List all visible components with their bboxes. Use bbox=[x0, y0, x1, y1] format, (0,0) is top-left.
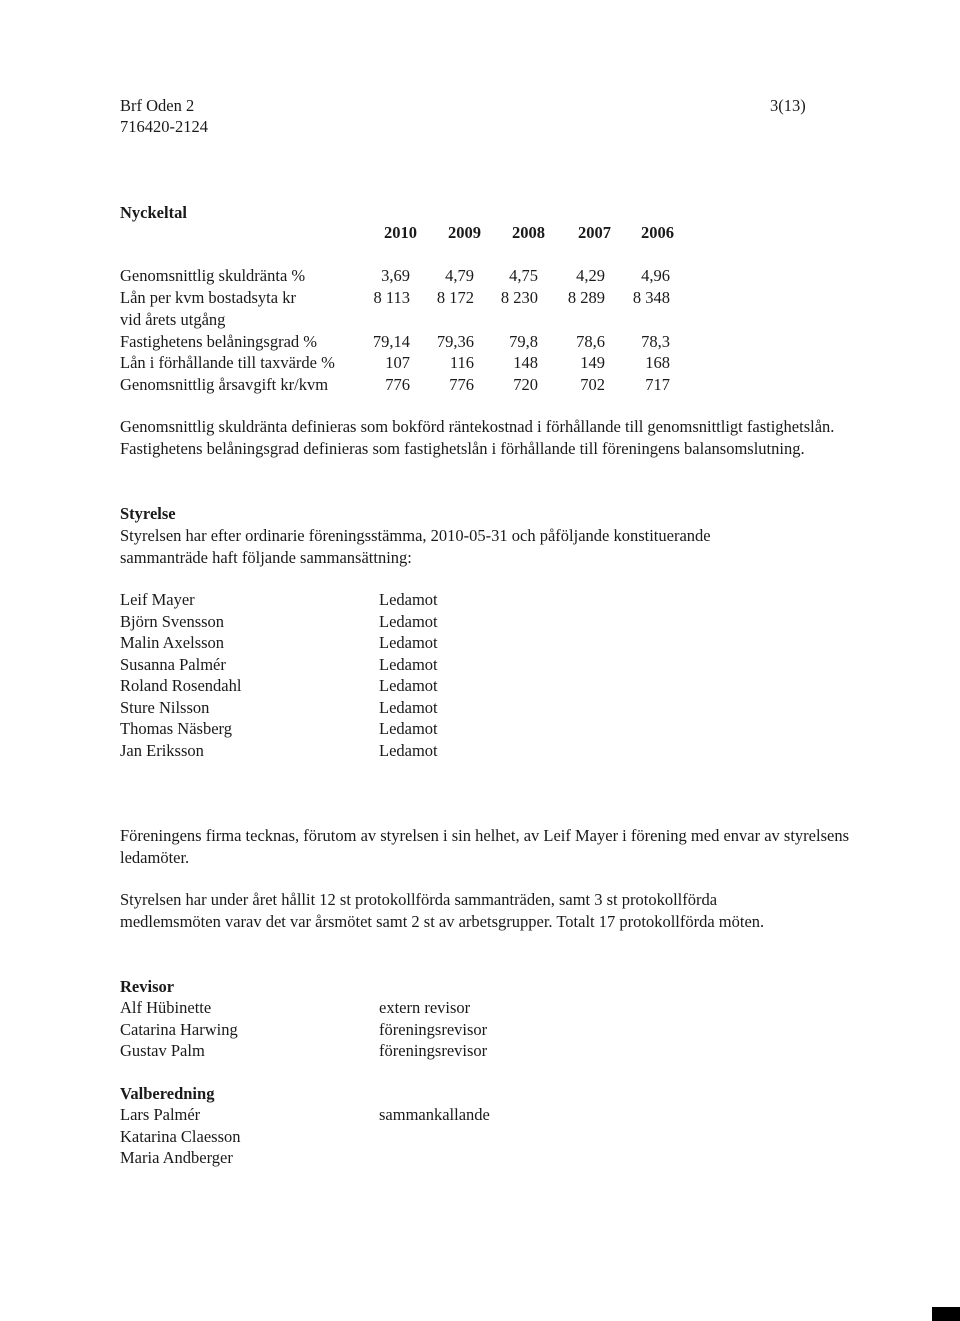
board-member-role: Ledamot bbox=[379, 719, 438, 738]
nomination-name: Lars Palmér bbox=[120, 1105, 201, 1124]
row-label: Genomsnittlig skuldränta % bbox=[120, 266, 306, 285]
nomination-name: Katarina Claesson bbox=[120, 1126, 241, 1146]
row-label: Genomsnittlig årsavgift kr/kvm bbox=[120, 375, 329, 394]
row-label: Lån per kvm bostadsyta kr bbox=[120, 288, 296, 307]
auditor-name: Gustav Palm bbox=[120, 1041, 205, 1060]
table-row bbox=[0, 331, 960, 353]
cell-value: 8 230 bbox=[500, 288, 538, 307]
board-member-name: Roland Rosendahl bbox=[120, 676, 242, 695]
page-number: 3(13) bbox=[770, 96, 806, 115]
auditor-role: föreningsrevisor bbox=[379, 1041, 488, 1060]
cell-value: 78,6 bbox=[576, 332, 605, 351]
nomination-names bbox=[120, 1104, 241, 1169]
auditor-names bbox=[120, 997, 238, 1062]
board-member-role: Ledamot bbox=[379, 633, 438, 652]
board-member-role: Ledamot bbox=[379, 611, 438, 631]
board-member-name: Jan Eriksson bbox=[120, 740, 204, 760]
nomination-role: sammankallande bbox=[379, 1105, 490, 1124]
year-header: 2008 bbox=[512, 223, 545, 242]
board-member-role: Ledamot bbox=[379, 676, 438, 695]
nomination-name: Maria Andberger bbox=[120, 1148, 233, 1167]
key-figures-heading: Nyckeltal bbox=[120, 203, 187, 222]
cell-value: 776 bbox=[449, 375, 474, 394]
cell-value: 4,75 bbox=[509, 266, 538, 285]
cell-value: 79,36 bbox=[436, 332, 474, 351]
cell-value: 168 bbox=[645, 353, 670, 372]
cell-value: 8 289 bbox=[567, 288, 605, 307]
cell-value: 4,96 bbox=[641, 266, 670, 285]
cell-value: 717 bbox=[645, 375, 670, 394]
auditor-role: föreningsrevisor bbox=[379, 1019, 488, 1039]
board-member-roles bbox=[379, 589, 438, 761]
cell-value: 720 bbox=[513, 375, 538, 394]
year-header: 2009 bbox=[448, 223, 481, 242]
auditors-heading: Revisor bbox=[120, 977, 175, 996]
cell-value: 8 172 bbox=[436, 288, 474, 307]
auditor-roles bbox=[379, 997, 487, 1062]
auditor-name: Catarina Harwing bbox=[120, 1019, 238, 1039]
row-label: vid årets utgång bbox=[120, 310, 226, 329]
cell-value: 78,3 bbox=[641, 332, 670, 351]
cell-value: 116 bbox=[449, 353, 474, 372]
nomination-roles bbox=[379, 1104, 490, 1169]
year-header: 2006 bbox=[641, 223, 674, 242]
auditor-role: extern revisor bbox=[379, 998, 471, 1017]
org-number: 716420-2124 bbox=[120, 117, 208, 136]
scan-mark bbox=[932, 1307, 960, 1321]
table-row bbox=[0, 352, 960, 374]
cell-value: 8 348 bbox=[632, 288, 670, 307]
board-member-name: Susanna Palmér bbox=[120, 654, 226, 674]
table-row bbox=[0, 309, 960, 331]
board-member-name: Malin Axelsson bbox=[120, 633, 225, 652]
table-row bbox=[0, 374, 960, 396]
signatory-text: Föreningens firma tecknas, förutom av styrelsen i sin helhet, av Leif Mayer i förening med envar av styrelsens ledamöter. bbox=[120, 826, 849, 867]
nomination-heading: Valberedning bbox=[120, 1084, 215, 1103]
board-member-role: Ledamot bbox=[379, 590, 438, 609]
org-name: Brf Oden 2 bbox=[120, 96, 195, 115]
board-heading: Styrelse bbox=[120, 504, 176, 523]
row-label: Fastighetens belåningsgrad % bbox=[120, 332, 318, 351]
cell-value: 4,79 bbox=[445, 266, 474, 285]
board-member-role: Ledamot bbox=[379, 654, 438, 674]
auditor-name: Alf Hübinette bbox=[120, 998, 212, 1017]
board-member-role: Ledamot bbox=[379, 697, 438, 717]
cell-value: 702 bbox=[580, 375, 605, 394]
board-member-name: Leif Mayer bbox=[120, 590, 195, 609]
year-header: 2010 bbox=[384, 223, 417, 242]
cell-value: 79,8 bbox=[509, 332, 538, 351]
key-figures-definition: Genomsnittlig skuldränta definieras som bokförd räntekostnad i förhållande till genomsnittligt fastighetslån. Fastighetens belåningsgrad definieras som fastighetslån i förhållande till föreningens balansomslutning. bbox=[120, 417, 835, 458]
board-member-name: Thomas Näsberg bbox=[120, 719, 232, 738]
table-row bbox=[0, 287, 960, 309]
cell-value: 149 bbox=[580, 353, 605, 372]
year-header: 2007 bbox=[578, 223, 611, 242]
board-member-role: Ledamot bbox=[379, 740, 438, 760]
meetings-text: Styrelsen har under året hållit 12 st protokollförda sammanträden, samt 3 st protokollförda medlemsmöten varav det var årsmötet samt 2 st av arbetsgrupper. Totalt 17 protokollförda möten. bbox=[120, 890, 765, 931]
cell-value: 107 bbox=[385, 353, 410, 372]
cell-value: 3,69 bbox=[381, 266, 410, 285]
board-member-name: Björn Svensson bbox=[120, 611, 225, 631]
row-label: Lån i förhållande till taxvärde % bbox=[120, 353, 335, 372]
cell-value: 148 bbox=[513, 353, 538, 372]
board-member-name: Sture Nilsson bbox=[120, 697, 210, 717]
cell-value: 79,14 bbox=[372, 332, 410, 351]
cell-value: 4,29 bbox=[576, 266, 605, 285]
board-member-names bbox=[120, 589, 241, 761]
cell-value: 8 113 bbox=[373, 288, 410, 307]
cell-value: 776 bbox=[385, 375, 410, 394]
table-row bbox=[0, 265, 960, 287]
nomination-role bbox=[379, 1126, 490, 1148]
nomination-role bbox=[379, 1147, 490, 1169]
board-intro: Styrelsen har efter ordinarie föreningsstämma, 2010-05-31 och påföljande konstituerande sammanträde haft följande sammansättning: bbox=[120, 526, 711, 567]
